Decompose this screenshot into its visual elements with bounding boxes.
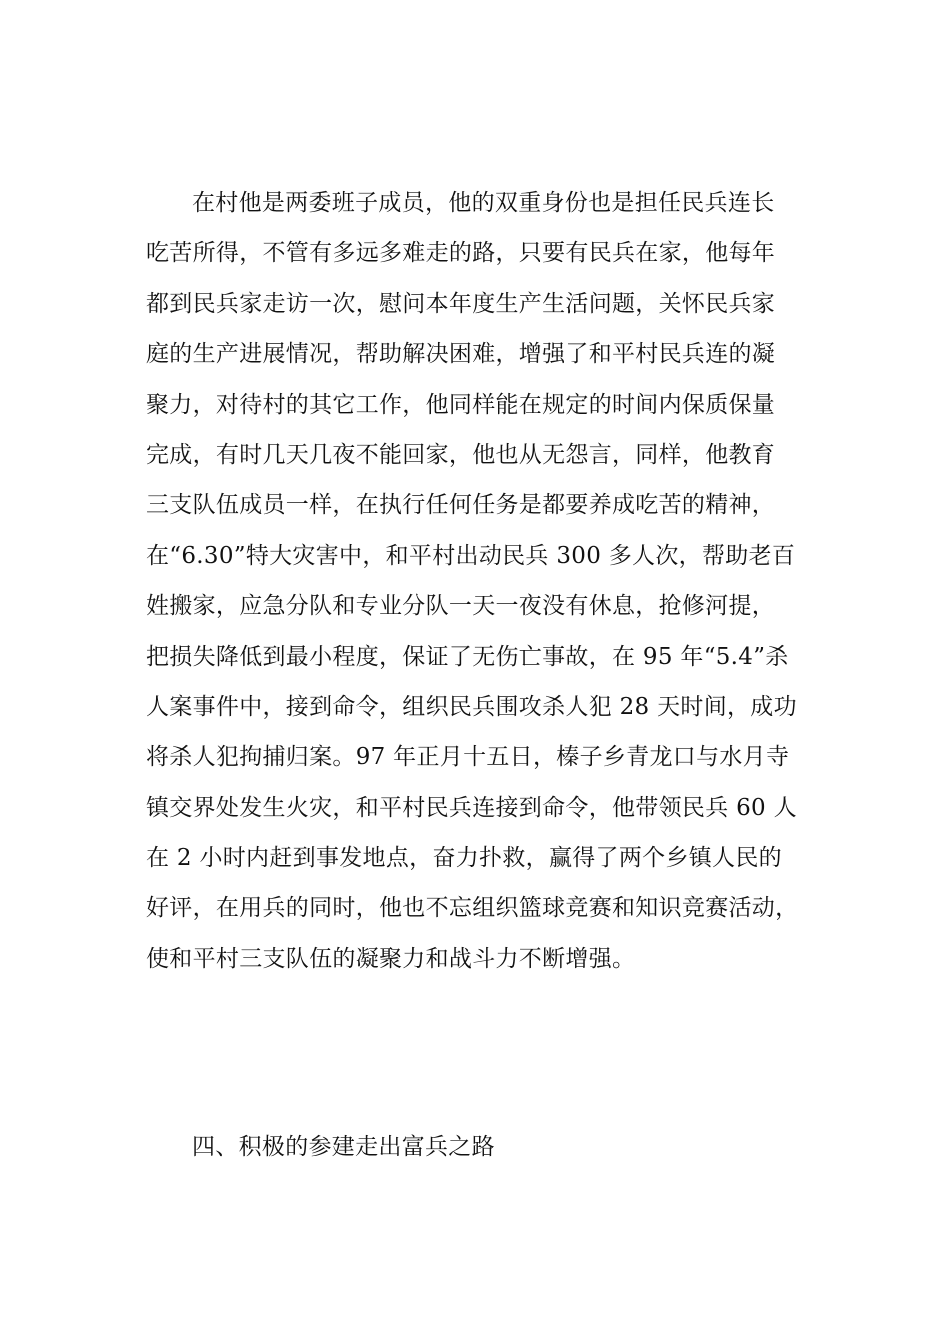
body-paragraph: [146, 178, 826, 984]
paragraph-line: 在 2 小时内赶到事发地点，奋力扑救，赢得了两个乡镇人民的: [146, 845, 782, 872]
paragraph-line: 在村他是两委班子成员，他的双重身份也是担任民兵连长: [192, 190, 775, 216]
paragraph-line: 姓搬家，应急分队和专业分队一天一夜没有休息，抢修河提，: [146, 593, 776, 620]
paragraph-line: 完成，有时几天几夜不能回家，他也从无怨言，同样，他教育: [146, 441, 776, 468]
paragraph-line: 都到民兵家走访一次，慰问本年度生产生活问题，关怀民兵家: [146, 290, 776, 317]
paragraph-line: 吃苦所得，不管有多远多难走的路，只要有民兵在家，他每年: [146, 240, 776, 267]
paragraph-line: 人案事件中，接到命令，组织民兵围攻杀人犯 28 天时间，成功: [146, 693, 797, 720]
paragraph-line: 将杀人犯拘捕归案。97 年正月十五日，榛子乡青龙口与水月寺: [146, 744, 790, 771]
section-heading: 四、积极的参建走出富兵之路: [192, 1134, 495, 1160]
paragraph-line: 使和平村三支队伍的凝聚力和战斗力不断增强。: [146, 945, 636, 972]
paragraph-line: 在“6.30”特大灾害中，和平村出动民兵 300 多人次，帮助老百: [146, 542, 796, 569]
paragraph-line: 镇交界处发生火灾，和平村民兵连接到命令，他带领民兵 60 人: [146, 794, 797, 821]
paragraph-line: 好评，在用兵的同时，他也不忘组织篮球竞赛和知识竞赛活动，: [146, 895, 799, 922]
paragraph-line: 庭的生产进展情况，帮助解决困难，增强了和平村民兵连的凝: [146, 341, 776, 368]
paragraph-line: 三支队伍成员一样，在执行任何任务是都要养成吃苦的精神，: [146, 492, 776, 519]
paragraph-line: 把损失降低到最小程度，保证了无伤亡事故，在 95 年“5.4”杀: [146, 643, 789, 670]
paragraph-line: 聚力，对待村的其它工作，他同样能在规定的时间内保质保量: [146, 391, 776, 418]
